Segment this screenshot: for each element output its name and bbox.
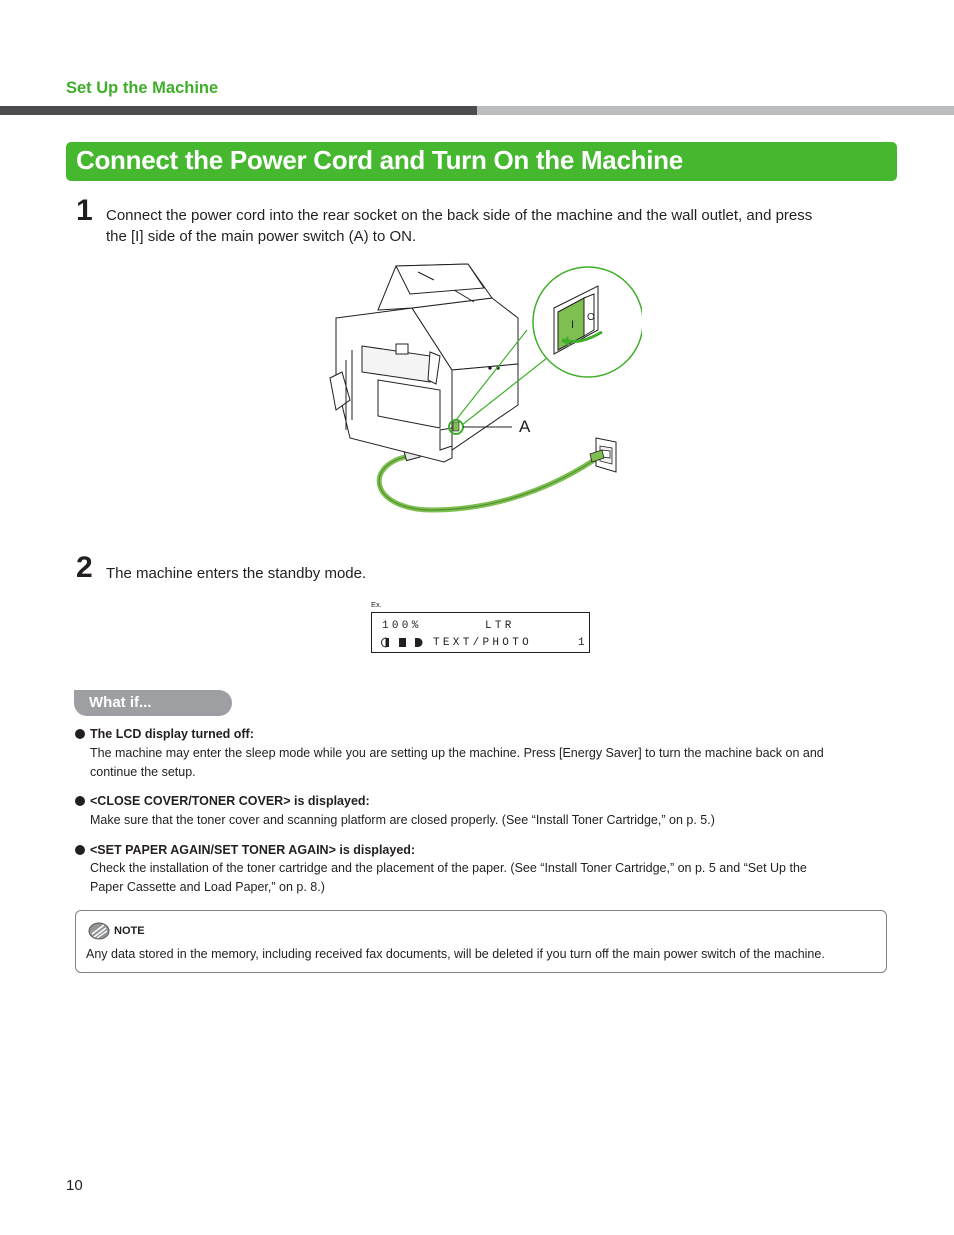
note-text: Any data stored in the memory, including received fax documents, will be deleted if you turn off the main power switch of the machine.	[86, 947, 825, 961]
wall-outlet	[590, 438, 616, 472]
step-1-line-2: the [I] side of the main power switch (A) to ON.	[106, 227, 417, 245]
what-if-item-3-heading: <SET PAPER AGAIN/SET TONER AGAIN> is displayed:	[90, 843, 416, 857]
lcd-image-mode: TEXT/PHOTO	[433, 637, 533, 649]
power-cord	[379, 446, 597, 510]
lcd-paper-size: LTR	[485, 620, 515, 632]
page-number: 10	[66, 1177, 83, 1194]
page-title: Connect the Power Cord and Turn On the Machine	[76, 145, 683, 175]
switch-off-symbol: O	[587, 312, 595, 323]
lcd-copy-count: 1	[578, 637, 588, 649]
machine-body	[330, 264, 518, 462]
lcd-contrast-icon	[381, 637, 427, 648]
what-if-item-2-body	[90, 811, 880, 830]
step-1-line-1: Connect the power cord into the rear socket on the back side of the machine and the wall outlet, and press	[106, 207, 813, 224]
note-label: NOTE	[114, 925, 145, 937]
lcd-zoom-value: 100%	[382, 620, 422, 632]
what-if-item-1-heading: The LCD display turned off:	[90, 727, 254, 741]
header-rule-dark	[0, 106, 477, 115]
lcd-display-example	[371, 612, 590, 653]
step-1-text	[106, 206, 812, 247]
callout-label-a: A	[519, 417, 531, 436]
bullet-icon	[75, 729, 85, 739]
what-if-item-2-line-1: Make sure that the toner cover and scanning platform are closed properly. (See “Install Toner Cartridge,” on p. 5.)	[90, 813, 715, 827]
lcd-example-label: Ex.	[371, 600, 382, 609]
what-if-item-3-line-2: Paper Cassette and Load Paper,” on p. 8.)	[90, 880, 325, 894]
step-1-number: 1	[76, 194, 93, 227]
what-if-item-3-body	[90, 859, 880, 897]
header-rule-light	[477, 106, 954, 115]
note-icon	[88, 922, 110, 940]
title-bar	[66, 142, 897, 181]
step-2-text: The machine enters the standby mode.	[106, 565, 367, 582]
what-if-tab	[74, 690, 232, 716]
section-label: Set Up the Machine	[66, 79, 219, 97]
what-if-item-2-heading: <CLOSE COVER/TONER COVER> is displayed:	[90, 794, 370, 808]
what-if-title: What if...	[89, 694, 152, 711]
bullet-icon	[75, 796, 85, 806]
what-if-item-3-line-1: Check the installation of the toner cartridge and the placement of the paper. (See “Install Toner Cartridge,” on p. 5 and “Set Up the	[90, 861, 807, 875]
what-if-item-1-body	[90, 744, 880, 782]
machine-power-illustration	[322, 260, 642, 520]
note-box	[75, 910, 887, 973]
what-if-item-1-line-2: continue the setup.	[90, 765, 196, 779]
bullet-icon	[75, 845, 85, 855]
switch-on-symbol: I	[571, 319, 575, 331]
step-2-number: 2	[76, 551, 93, 584]
what-if-item-1-line-1: The machine may enter the sleep mode while you are setting up the machine. Press [Energy Saver] to turn the machine back on and	[90, 746, 824, 760]
